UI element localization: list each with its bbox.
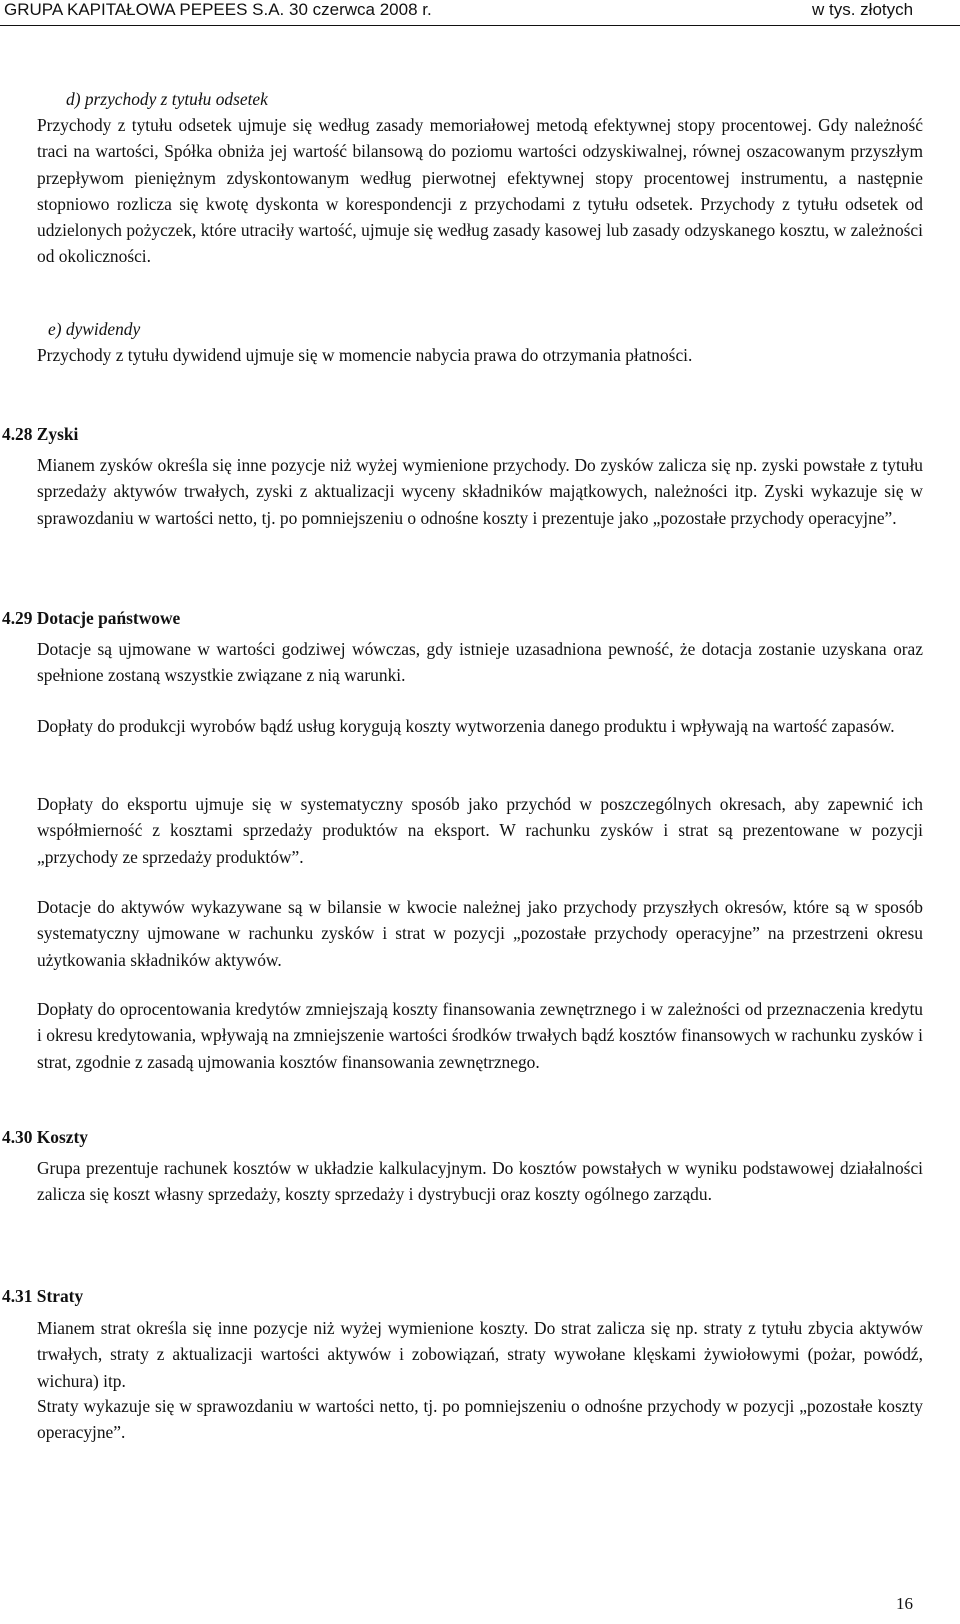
paragraph-dividends: Przychody z tytułu dywidend ujmuje się w momencie nabycia prawa do otrzymania płatności.	[37, 345, 693, 365]
paragraph-losses-1: Mianem strat określa się inne pozycje niż wyżej wymienione koszty. Do strat zalicza się np. straty z tytułu zbycia aktywów trwałych, straty z aktualizacji wartości aktywów i zobowiązań, straty wywołane klęskami żywiołowymi (pożar, powódź, wichura) itp.	[37, 1318, 923, 1391]
paragraph-grants-5: Dopłaty do oprocentowania kredytów zmniejszają koszty finansowania zewnętrznego i w zależności od przeznaczenia kredytu i okresu kredytowania, wpływają na zmniejszenie wartości środków trwałych bądź kosztów finansowych w rachunku zysków i strat, zgodnie z zasadą ujmowania kosztów finansowania zewnętrznego.	[37, 999, 923, 1072]
paragraph-losses-2: Straty wykazuje się w sprawozdaniu w wartości netto, tj. po pomniejszeniu o odnośne przychody w pozycji „pozostałe koszty operacyjne”.	[37, 1396, 923, 1443]
paragraph-grants-1: Dotacje są ujmowane w wartości godziwej wówczas, gdy istnieje uzasadniona pewność, że dotacja zostanie uzyskana oraz spełnione zostaną wszystkie związane z nią warunki.	[37, 639, 923, 686]
subsection-title-interest: d) przychody z tytułu odsetek	[66, 89, 268, 109]
paragraph-grants-3: Dopłaty do eksportu ujmuje się w systematyczny sposób jako przychód w poszczególnych okresach, aby zapewnić ich współmierność z kosztami sprzedaży produktów na eksport. W rachunku zysków i strat są prezentowane w pozycji „przychody ze sprzedaży produktów”.	[37, 794, 923, 867]
paragraph-costs: Grupa prezentuje rachunek kosztów w układzie kalkulacyjnym. Do kosztów powstałych w wyniku podstawowej działalności zalicza się koszt własny sprzedaży, koszty sprzedaży i dystrybucji oraz koszty ogólnego zarządu.	[37, 1158, 923, 1205]
section-heading-gains: 4.28 Zyski	[2, 424, 79, 444]
header-divider	[0, 25, 960, 26]
section-heading-costs: 4.30 Koszty	[2, 1127, 88, 1147]
paragraph-grants-4: Dotacje do aktywów wykazywane są w bilansie w kwocie należnej jako przychody przyszłych okresów, które są w sposób systematyczny ujmowane w rachunku zysków i strat w pozycji „pozostałe przychody operacyjne” na przestrzeni okresu użytkowania składników aktywów.	[37, 897, 923, 970]
subsection-title-dividends: e) dywidendy	[48, 319, 141, 339]
page-header	[0, 0, 960, 22]
header-company-date: GRUPA KAPITAŁOWA PEPEES S.A. 30 czerwca 2008 r.	[4, 0, 432, 19]
paragraph-gains: Mianem zysków określa się inne pozycje niż wyżej wymienione przychody. Do zysków zalicza się np. zyski powstałe z tytułu sprzedaży aktywów trwałych, zyski z aktualizacji wyceny składników majątkowych, należności itp. Zyski wykazuje się w sprawozdaniu w wartości netto, tj. po pomniejszeniu o odnośne koszty i prezentuje jako „pozostałe przychody operacyjne”.	[37, 455, 923, 528]
paragraph-interest-income: Przychody z tytułu odsetek ujmuje się według zasady memoriałowej metodą efektywnej stopy procentowej. Gdy należność traci na wartości, Spółka obniża jej wartość bilansową do poziomu wartości odzyskiwalnej, równej oszacowanym przyszłym przepływom pieniężnym zdyskontowanym według pierwotnej efektywnej stopy procentowej instrumentu, a następnie stopniowo rozlicza się kwotę dyskonta w korespondencji z przychodami z tytułu odsetek. Przychody z tytułu odsetek od udzielonych pożyczek, które utraciły wartość, ujmuje się według zasady kasowej lub zasady odzyskanego kosztu, w zależności od okoliczności.	[37, 115, 923, 267]
page-number: 16	[896, 1594, 913, 1613]
section-heading-losses: 4.31 Straty	[2, 1286, 84, 1306]
section-heading-grants: 4.29 Dotacje państwowe	[2, 608, 181, 628]
header-currency-unit: w tys. złotych	[812, 0, 914, 19]
paragraph-grants-2: Dopłaty do produkcji wyrobów bądź usług korygują koszty wytworzenia danego produktu i wpływają na wartość zapasów.	[37, 716, 895, 736]
